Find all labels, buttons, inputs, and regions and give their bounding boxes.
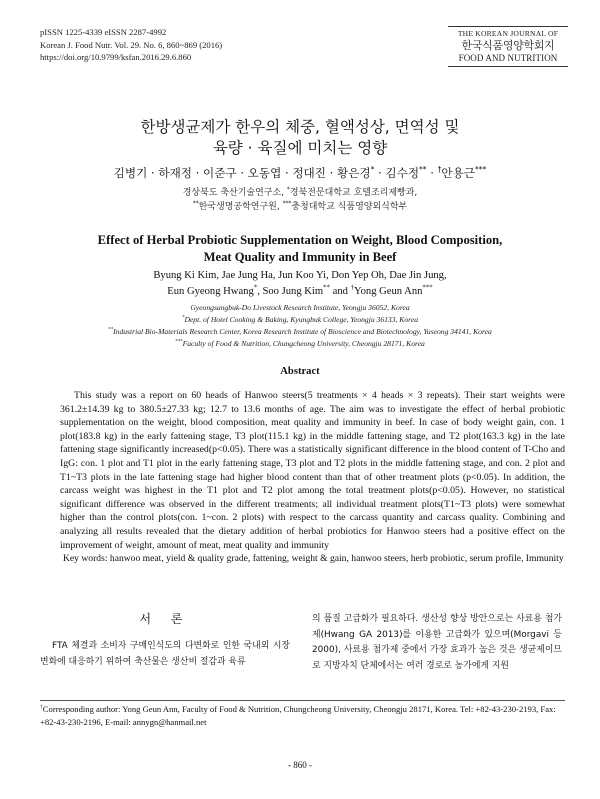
korean-affiliations (30, 186, 570, 214)
keywords-list: hanwoo meat, yield & quality grade, fattening, weight & gain, hanwoo steers, herb probiotic, serum profile, Immunity (107, 553, 564, 564)
korean-title-line1: 한방생균제가 한우의 체중, 혈액성상, 면역성 및 (140, 118, 460, 136)
korean-author-sep: · (426, 166, 438, 180)
abstract-body: This study was a report on 60 heads of Hanwoo steers(5 treatments × 4 heads × 3 repeats). Their start weights were 361.2±14.39 kg to 380.5±27.33 kg; 12.7 to 13.6 months of age. The aim was to investigate the effect of herbal probiotic supplementation on the weight, blood composition, meat quality and immunity in beef. In case of body weight gain, con. 1 plot(183.8 kg) in the early fattening stage, T3 plot(115.1 kg) in the middle fattening stage, and T2 plot(163.3 kg) in the late fattening stage significantly increased(p<0.05). There was a statistically significant difference in the blood content of T-Cho and IgG: con. 1 plot and T1 plot in the early fattening stage, T3 plot and T2 plots in the middle fattening stage, and con. 2 plot and T1~T3 plots in the late fattening stage had higher blood content than that of other treatment plots (p<0.05). In addition, the carcass weight was highest in the T1 plot and T2 plot among the total treatment plots(p<0.05). However, no statistical significant difference was observed in the different treatments; all individual treatment plots(T1~T3 plots) were somewhat higher than the control plots(con. 1~con. 2 plots) with respect to the carcass quantity and carcass quality. Combining and analyzing all results revealed that the dietary addition of herbal probiotics for Hanwoo steers had a positive effect on the improvement of weight, amount of meat, meat quality and immunity (60, 390, 565, 551)
korean-title-line2: 육량 · 육질에 미치는 영향 (212, 139, 388, 157)
author-mark: * (370, 165, 375, 175)
abstract-heading: Abstract (280, 366, 320, 377)
journal-logo (448, 26, 568, 67)
english-aff1: Gyeongsangbuk-Do Livestock Research Institute, Yeongju 36052, Korea (190, 303, 410, 312)
intro-left-paragraph: FTA 체결과 소비자 구매인식도의 다변화로 인한 국내외 시장 변화에 대응하기 위하여 축산물은 생산비 절감과 육류 (40, 641, 290, 667)
keywords-label: Key words: (63, 553, 108, 564)
journal-name-en-top: THE KOREAN JOURNAL OF (457, 29, 559, 38)
english-aff4: ***Faculty of Food & Nutrition, Chungcheong University, Cheongju 28171, Korea (175, 339, 425, 348)
corresponding-mark: † (40, 704, 43, 711)
english-affiliations (20, 302, 580, 350)
english-title-line2: Meat Quality and Immunity in Beef (203, 250, 397, 264)
english-title (40, 232, 560, 266)
journal-name-en-bottom: FOOD AND NUTRITION (458, 53, 558, 63)
page-number: - 860 - (288, 760, 312, 770)
korean-aff-line1: 경상북도 축산기술연구소, *경북전문대학교 호텔조리제빵과, (182, 187, 418, 198)
english-aff3: **Industrial Bio-Materials Research Center, Korea Research Institute of Bioscience and Biotechnology, Yuseong 34141, Korea (108, 327, 492, 336)
journal-top-rule (448, 26, 568, 27)
korean-author-kim: · 김수정 (374, 166, 420, 180)
english-title-line1: Effect of Herbal Probiotic Supplementation on Weight, Blood Composition, (97, 233, 503, 247)
intro-left-column (40, 610, 290, 670)
issn-line: pISSN 1225-4339 eISSN 2287-4992 (40, 27, 167, 37)
corresponding-mark: † (437, 165, 442, 175)
journal-bottom-rule (448, 66, 568, 67)
korean-authors (30, 166, 570, 181)
corresponding-mark: † (350, 283, 355, 291)
english-authors-line2: Eun Gyeong Hwang*, Soo Jung Kim** and †Yong Geun Ann*** (167, 283, 433, 297)
journal-name-ko: 한국식품영양학회지 (461, 39, 555, 52)
citation-line: Korean J. Food Nutr. Vol. 29. No. 6, 860~869 (2016) (40, 39, 223, 50)
korean-author-ann: 안용근 (441, 166, 475, 180)
korean-authors-main: 김병기 · 하재정 · 이준구 · 오동엽 · 정대진 · 황은경 (113, 166, 371, 180)
doi-link[interactable]: https://doi.org/10.9799/ksfan.2016.29.6.860 (40, 52, 192, 62)
citation-header (40, 26, 222, 64)
intro-right-column (312, 612, 562, 674)
footnote-text: Corresponding author: Yong Geun Ann, Faculty of Food & Nutrition, Chungcheong University, Cheongju 28171, Korea. Tel: +82-43-230-2193, Fax: +82-43-230-2196, E-mail: annygn@hanmail.net (40, 704, 556, 727)
section-title-intro: 서 론 (139, 612, 191, 626)
corresponding-author-footnote (40, 700, 565, 728)
english-aff2: *Dept. of Hotel Cooking & Baking, Kyungbuk College, Yeongju 36133, Korea (181, 315, 419, 324)
korean-aff-line2: **한국생명공학연구원, ***충청대학교 식품영양외식학부 (192, 201, 408, 212)
author-mark: ** (419, 165, 427, 175)
english-authors-line1: Byung Ki Kim, Jae Jung Ha, Jun Koo Yi, Don Yep Oh, Dae Jin Jung, (153, 270, 447, 281)
author-mark: *** (474, 165, 487, 175)
intro-right-paragraph: 의 품질 고급화가 필요하다. 생산성 향상 방안으로는 사료용 첨가제(Hwang GA 2013)를 이용한 고급화가 있으며(Morgavi 등 2000), 사료용 첨가제 중에서 가장 효과가 높은 것은 생균제이므로 지방자치 단체에서는 여러 경로로 농가에게 지원 (312, 614, 562, 671)
korean-title (30, 117, 570, 159)
english-authors (40, 268, 560, 299)
keywords (63, 552, 600, 565)
